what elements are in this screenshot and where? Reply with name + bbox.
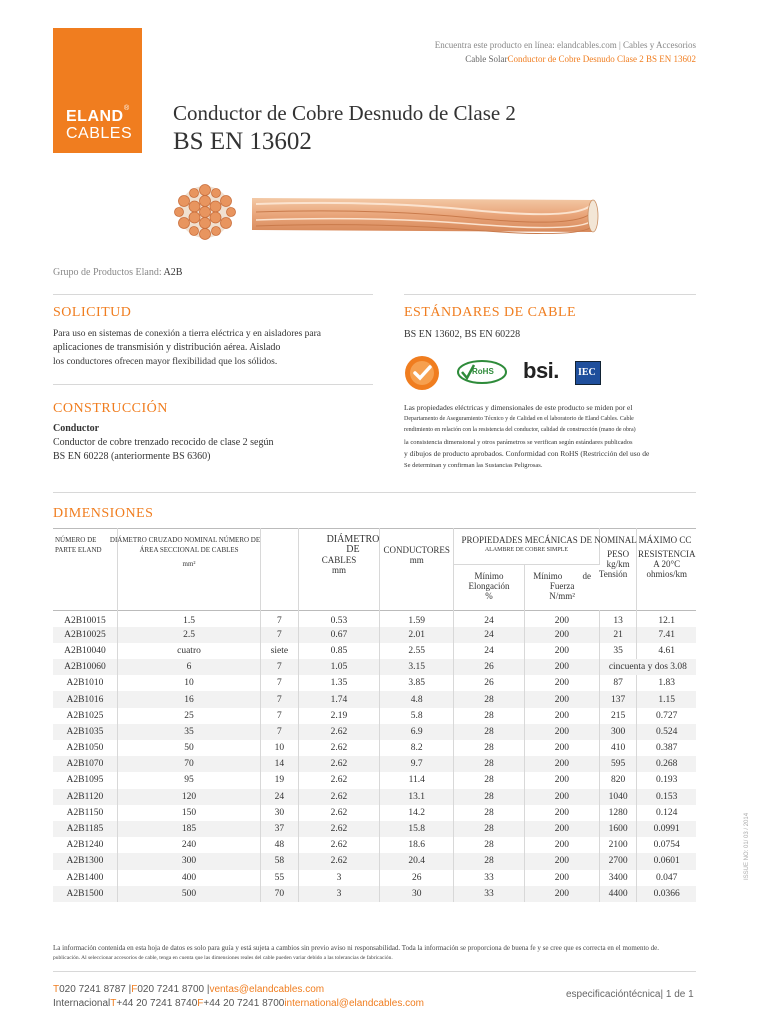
table-cell: A2B1095 xyxy=(53,772,117,788)
table-cell: 0.0366 xyxy=(653,888,680,899)
table-cell: 58 xyxy=(261,853,298,869)
table-cell: 28 xyxy=(454,805,525,821)
table-cell: 2.62 xyxy=(298,853,380,869)
table-cell: 7.41 xyxy=(658,629,676,640)
construccion-subheading: Conductor xyxy=(53,423,100,434)
table-cell: 2.62 xyxy=(298,805,380,821)
table-cell: 300 xyxy=(599,724,637,740)
table-cell: 16 xyxy=(117,691,260,707)
divider-left xyxy=(53,294,373,295)
table-cell: 8.2 xyxy=(380,740,454,756)
table-cell: A2B1400 xyxy=(53,870,117,886)
table-cell: 120 xyxy=(117,789,260,805)
table-cell: 200 xyxy=(524,837,599,853)
table-row xyxy=(53,853,696,869)
table-row xyxy=(53,691,696,707)
header-fuerza xyxy=(524,565,599,611)
estandares-note-6: Se determinan y confirman las Sustancias Peligrosas. xyxy=(404,461,543,469)
header-res-label: RESISTENCIA xyxy=(637,549,696,559)
product-group-value: A2B xyxy=(163,267,183,278)
table-cell: 200 xyxy=(524,675,599,691)
table-cell: 21 xyxy=(599,627,637,643)
table-cell: 15.8 xyxy=(380,821,454,837)
table-cell: 2.62 xyxy=(298,740,380,756)
table-cell: 2.19 xyxy=(298,708,380,724)
phone-number[interactable]: 020 7241 8787 | xyxy=(59,984,132,995)
table-cell: 28 xyxy=(454,708,525,724)
table-row xyxy=(53,643,696,659)
table-cell: 185 xyxy=(117,821,260,837)
table-cell: 410 xyxy=(599,740,637,756)
disclaimer-line2: publicación. Al seleccionar accesorios de cable, tenga en cuenta que las dimensiones reales del cable pueden variar debido a las tolerancias de fabricación. xyxy=(53,955,393,961)
breadcrumb xyxy=(465,54,696,64)
table-cell: 87 xyxy=(599,675,637,691)
quality-badge-icon xyxy=(405,356,439,390)
table-cell: 28 xyxy=(454,740,525,756)
table-row xyxy=(53,659,696,675)
table-cell: 10 xyxy=(117,675,260,691)
table-cell: 9.7 xyxy=(380,756,454,772)
table-cell: 0.727 xyxy=(656,710,678,721)
table-cell: 28 xyxy=(454,853,525,869)
table-cell: 28 xyxy=(454,724,525,740)
table-cell: 0.153 xyxy=(656,791,678,802)
header-cables-top: DIÁMETRO DE xyxy=(326,534,380,555)
intl-fax: +44 20 7241 8700 xyxy=(203,998,285,1009)
table-cell: 33 xyxy=(454,870,525,886)
rohs-label: RoHS xyxy=(472,367,494,376)
table-cell: 7 xyxy=(261,675,298,691)
header-elong1: Mínimo xyxy=(474,571,504,581)
table-cell: 33 xyxy=(454,886,525,902)
table-cell: A2B1035 xyxy=(53,724,117,740)
table-cell: 200 xyxy=(524,870,599,886)
table-cell: A2B1050 xyxy=(53,740,117,756)
table-cell: 28 xyxy=(454,772,525,788)
estandares-heading: ESTÁNDARES DE CABLE xyxy=(404,305,577,320)
solicitud-heading: SOLICITUD xyxy=(53,305,132,320)
table-cell: 200 xyxy=(524,643,599,659)
header-cables-label: CABLES xyxy=(321,555,357,565)
table-cell: 0.124 xyxy=(656,807,678,818)
solicitud-line2: aplicaciones de transmisión y distribución aérea. Aislado xyxy=(53,342,281,353)
table-cell: 820 xyxy=(599,772,637,788)
table-cell: 0.0991 xyxy=(653,824,680,835)
table-cell: 37 xyxy=(261,821,298,837)
estandares-note-3: rendimiento en relación con la resistencia del conductor, calidad de construcción (mano de obra) xyxy=(404,427,636,433)
header-cond-label: CONDUCTORES xyxy=(383,545,450,555)
contact-info xyxy=(53,983,424,1011)
header-wires xyxy=(261,529,298,611)
table-cell: 48 xyxy=(261,837,298,853)
table-cell: 240 xyxy=(117,837,260,853)
header-res-unit: ohmios/km xyxy=(646,569,687,579)
table-cell: A2B1300 xyxy=(53,853,117,869)
table-cell: 3 xyxy=(298,886,380,902)
product-group-label: Grupo de Productos Eland: xyxy=(53,267,164,278)
construccion-line1: Conductor de cobre trenzado recocido de clase 2 según xyxy=(53,437,274,448)
table-cell: 10 xyxy=(261,740,298,756)
table-cell: 1.83 xyxy=(658,678,676,689)
table-cell: 1040 xyxy=(599,789,637,805)
solicitud-text xyxy=(53,327,383,369)
iec-label: IEC xyxy=(578,367,596,378)
table-cell: A2B1070 xyxy=(53,756,117,772)
header-res-label2: A 20°C xyxy=(653,559,681,569)
header-peso-label: PESO xyxy=(607,549,630,559)
table-cell: 0.193 xyxy=(656,775,678,786)
table-cell: 0.268 xyxy=(656,759,678,770)
table-cell: 19 xyxy=(261,772,298,788)
table-cell: 200 xyxy=(524,611,599,627)
estandares-note xyxy=(404,402,684,471)
header-mech-label: PROPIEDADES MECÁNICAS DE NOMINAL MÁXIMO CC xyxy=(461,535,692,545)
header-mech-label2: ALAMBRE DE COBRE SIMPLE xyxy=(484,547,569,553)
table-cell: A2B1500 xyxy=(53,886,117,902)
table-cell: 0.387 xyxy=(656,743,678,754)
table-cell: 3 xyxy=(298,870,380,886)
table-cell: 30 xyxy=(261,805,298,821)
table-cell: 5.8 xyxy=(380,708,454,724)
disclaimer-line1: La información contenida en esta hoja de datos es solo para guía y está sujeta a cambios sin previo aviso ni responsabilidad. Toda la información se proporciona de buena fe y se cree que es correcta en el momento de. xyxy=(53,944,660,952)
table-cell: 200 xyxy=(524,724,599,740)
table-cell: 1.59 xyxy=(380,611,454,627)
table-cell: 3.15 xyxy=(380,659,454,675)
table-cell: 1.35 xyxy=(298,675,380,691)
table-cell: 95 xyxy=(117,772,260,788)
table-cell: 215 xyxy=(599,708,637,724)
dimensions-table xyxy=(53,528,696,902)
table-cell: 12.1 xyxy=(658,615,676,626)
divider-left-2 xyxy=(53,384,373,385)
table-cell: 28 xyxy=(454,821,525,837)
table-cell: A2B1016 xyxy=(53,691,117,707)
construccion-heading: CONSTRUCCIÓN xyxy=(53,401,168,416)
intl-email-link[interactable]: international@elandcables.com xyxy=(284,998,425,1009)
table-cell: A2B10025 xyxy=(53,627,117,643)
table-row xyxy=(53,708,696,724)
table-row xyxy=(53,627,696,643)
table-cell: 7 xyxy=(261,691,298,707)
table-cell: 595 xyxy=(599,756,637,772)
table-cell: 0.0601 xyxy=(653,856,680,867)
table-cell: 7 xyxy=(261,659,298,675)
table-cell: 1280 xyxy=(599,805,637,821)
header-conductores xyxy=(380,529,454,611)
table-cell: 200 xyxy=(524,772,599,788)
table-cell: 6 xyxy=(117,659,260,675)
table-cell: 200 xyxy=(524,740,599,756)
header-tens2: Fuerza xyxy=(549,581,575,591)
table-cell: 26 xyxy=(380,870,454,886)
table-row xyxy=(53,821,696,837)
header-tens1: Mínimo de xyxy=(533,571,591,581)
solicitud-line1: Para uso en sistemas de conexión a tierra eléctrica y en aisladores para xyxy=(53,329,321,339)
table-cell: 24 xyxy=(261,789,298,805)
table-cell: siete xyxy=(261,643,298,659)
table-cell: 14.2 xyxy=(380,805,454,821)
fax-number: 020 7241 8700 | xyxy=(137,984,210,995)
bsi-logo: bsi. xyxy=(523,358,559,383)
table-row xyxy=(53,740,696,756)
table-cell: 2.62 xyxy=(298,821,380,837)
table-cell: 20.4 xyxy=(380,853,454,869)
table-cell: 18.6 xyxy=(380,837,454,853)
table-cell: 200 xyxy=(524,853,599,869)
table-cell: 400 xyxy=(117,870,260,886)
divider-right xyxy=(404,294,696,295)
table-row xyxy=(53,789,696,805)
product-group xyxy=(53,267,182,278)
table-cell: 28 xyxy=(454,691,525,707)
table-cell: 24 xyxy=(454,611,525,627)
table-cell: 2700 xyxy=(599,853,637,869)
table-cell: 13.1 xyxy=(380,789,454,805)
intl-fax-prefix: F xyxy=(197,998,204,1009)
table-cell: 35 xyxy=(599,643,637,659)
table-cell: 28 xyxy=(454,789,525,805)
divider-full xyxy=(53,492,696,493)
table-cell: 28 xyxy=(454,756,525,772)
table-cell: 200 xyxy=(524,691,599,707)
header-elong2: Elongación xyxy=(468,581,510,591)
page-info: especificacióntécnica| 1 de 1 xyxy=(566,989,694,1000)
header-part xyxy=(53,529,117,611)
header-cond-unit: mm xyxy=(409,555,424,565)
table-cell: 1600 xyxy=(599,821,637,837)
estandares-value: BS EN 13602, BS EN 60228 xyxy=(404,329,521,340)
table-cell: 200 xyxy=(524,627,599,643)
table-cell: 2.62 xyxy=(298,756,380,772)
table-cell: 0.047 xyxy=(656,872,678,883)
table-row xyxy=(53,724,696,740)
header-area-label: DIÁMETRO CRUZADO NOMINAL NÚMERO DE xyxy=(109,536,261,544)
breadcrumb-prefix[interactable]: Cable Solar xyxy=(465,54,508,64)
header-part-label: NÚMERO DE PARTE ELAND xyxy=(55,536,102,554)
table-cell: A2B1185 xyxy=(53,821,117,837)
table-cell: 200 xyxy=(524,886,599,902)
table-cell: A2B10015 xyxy=(53,611,117,627)
table-cell: 2.62 xyxy=(298,724,380,740)
header-tension-label: Tensión xyxy=(598,569,628,579)
intl-phone[interactable]: +44 20 7241 8740 xyxy=(116,998,198,1009)
table-cell: 200 xyxy=(524,805,599,821)
header-area xyxy=(109,529,261,611)
issue-number: ISSUE NO: 01/ 03 / 2014 xyxy=(744,812,750,880)
table-cell: 2.62 xyxy=(298,772,380,788)
dimensiones-heading: DIMENSIONES xyxy=(53,506,154,521)
logo-line1: ELAND xyxy=(66,108,124,125)
table-cell: 14 xyxy=(261,756,298,772)
table-cell: 55 xyxy=(261,870,298,886)
construccion-line2: BS EN 60228 (anteriormente BS 6360) xyxy=(53,451,211,462)
table-cell: 2100 xyxy=(599,837,637,853)
cable-illustration xyxy=(172,180,612,250)
table-cell: 7 xyxy=(261,627,298,643)
table-cell: 2.62 xyxy=(298,789,380,805)
dimensions-table-body xyxy=(53,611,696,902)
table-cell: 1.15 xyxy=(658,694,676,705)
table-cell: A2B1010 xyxy=(53,675,117,691)
table-row xyxy=(53,886,696,902)
table-cell: 4.61 xyxy=(658,645,676,656)
table-cell: 6.9 xyxy=(380,724,454,740)
solicitud-line3: los conductores ofrecen mayor flexibilidad que los sólidos. xyxy=(53,357,278,367)
table-cell: 3400 xyxy=(599,870,637,886)
table-row xyxy=(53,756,696,772)
table-cell: 28 xyxy=(454,837,525,853)
header-area-label2: ÁREA SECCIONAL DE CABLES xyxy=(139,546,239,554)
table-cell: A2B1240 xyxy=(53,837,117,853)
table-cell: 1.5 xyxy=(117,611,260,627)
intl-phone-prefix: T xyxy=(110,998,117,1009)
table-cell: 500 xyxy=(117,886,260,902)
table-row xyxy=(53,611,696,627)
breadcrumb-link[interactable]: Conductor de Cobre Desnudo Clase 2 BS EN 13602 xyxy=(507,54,696,64)
table-cell: 7 xyxy=(261,708,298,724)
estandares-note-1: Las propiedades eléctricas y dimensionales de este producto se miden por el xyxy=(404,403,633,412)
phone-prefix: T xyxy=(53,984,60,995)
table-cell: 137 xyxy=(599,691,637,707)
table-cell: cincuenta y dos 3.08 xyxy=(608,662,687,673)
table-cell: 0.0754 xyxy=(653,840,680,851)
table-cell: 4.8 xyxy=(380,691,454,707)
logo-line2: CABLES xyxy=(66,125,133,142)
table-cell: 24 xyxy=(454,643,525,659)
table-cell: 26 xyxy=(454,675,525,691)
eland-cables-logo[interactable] xyxy=(53,28,142,153)
intl-label: Internacional xyxy=(53,998,111,1009)
table-cell: 24 xyxy=(454,627,525,643)
dimensions-table-header xyxy=(53,529,696,611)
table-row xyxy=(53,675,696,691)
table-cell: 0.67 xyxy=(298,627,380,643)
table-cell: A2B10040 xyxy=(53,643,117,659)
table-cell: 4400 xyxy=(599,886,637,902)
estandares-note-2: Departamento de Aseguramiento Técnico y de Calidad en el laboratorio de Eland Cables. Cable xyxy=(404,415,634,422)
table-row xyxy=(53,837,696,853)
table-cell: 0.53 xyxy=(298,611,380,627)
contact-line1 xyxy=(53,983,424,997)
table-cell: 30 xyxy=(380,886,454,902)
construccion-text xyxy=(53,422,383,464)
table-cell: 2.55 xyxy=(380,643,454,659)
table-cell: 150 xyxy=(117,805,260,821)
footer-divider xyxy=(53,971,696,972)
table-cell: 200 xyxy=(524,821,599,837)
header-elong3: % xyxy=(485,591,493,601)
table-cell: 2.62 xyxy=(298,837,380,853)
header-tens3: N/mm² xyxy=(549,591,575,601)
table-cell: 0.524 xyxy=(656,726,678,737)
table-cell: 35 xyxy=(117,724,260,740)
header-cables xyxy=(298,529,380,611)
table-cell: 200 xyxy=(524,756,599,772)
header-cables-unit: mm xyxy=(331,565,346,575)
product-title: Conductor de Cobre Desnudo de Clase 2 xyxy=(173,101,516,125)
table-cell: 200 xyxy=(524,659,599,675)
table-cell: 200 xyxy=(524,708,599,724)
table-cell: cuatro xyxy=(117,643,260,659)
logo-registered-mark: ® xyxy=(124,105,130,112)
table-cell: A2B10060 xyxy=(53,659,117,675)
header-elongacion xyxy=(454,565,525,611)
cable-cross-section-icon xyxy=(175,185,236,240)
product-standard-title: BS EN 13602 xyxy=(173,128,312,155)
table-cell: 70 xyxy=(117,756,260,772)
estandares-note-4: la consistencia dimensional y otros parámetros se verifican según estándares publicados xyxy=(404,438,633,446)
iec-logo xyxy=(575,361,601,385)
table-cell: 1.05 xyxy=(298,659,380,675)
fax-prefix: F xyxy=(131,984,138,995)
estandares-note-5: y dibujos de producto aprobados. Conformidad con RoHS (Restricción del uso de xyxy=(404,449,650,458)
table-cell: 50 xyxy=(117,740,260,756)
table-cell: 200 xyxy=(524,789,599,805)
contact-line2 xyxy=(53,997,424,1011)
table-cell: 7 xyxy=(261,724,298,740)
table-cell: 0.85 xyxy=(298,643,380,659)
table-cell: 3.85 xyxy=(380,675,454,691)
email-link[interactable]: ventas@elandcables.com xyxy=(209,984,325,995)
table-cell: 26 xyxy=(454,659,525,675)
table-row xyxy=(53,805,696,821)
table-cell: 1.74 xyxy=(298,691,380,707)
table-cell: A2B1120 xyxy=(53,789,117,805)
table-cell: 7 xyxy=(261,611,298,627)
table-cell: 70 xyxy=(261,886,298,902)
table-cell: A2B1025 xyxy=(53,708,117,724)
disclaimer xyxy=(53,943,723,963)
table-row xyxy=(53,772,696,788)
online-link-text[interactable]: Encuentra este producto en línea: elandcables.com | Cables y Accesorios xyxy=(434,40,696,50)
table-cell: 25 xyxy=(117,708,260,724)
table-cell: 2.01 xyxy=(380,627,454,643)
table-cell: A2B1150 xyxy=(53,805,117,821)
header-peso-unit: kg/km xyxy=(606,559,630,569)
table-cell: 13 xyxy=(599,611,637,627)
table-cell: 300 xyxy=(117,853,260,869)
table-cell: 2.5 xyxy=(117,627,260,643)
table-row xyxy=(53,870,696,886)
header-area-unit: mm² xyxy=(182,560,196,568)
cable-side-view-icon xyxy=(252,198,598,234)
table-cell: 11.4 xyxy=(380,772,454,788)
